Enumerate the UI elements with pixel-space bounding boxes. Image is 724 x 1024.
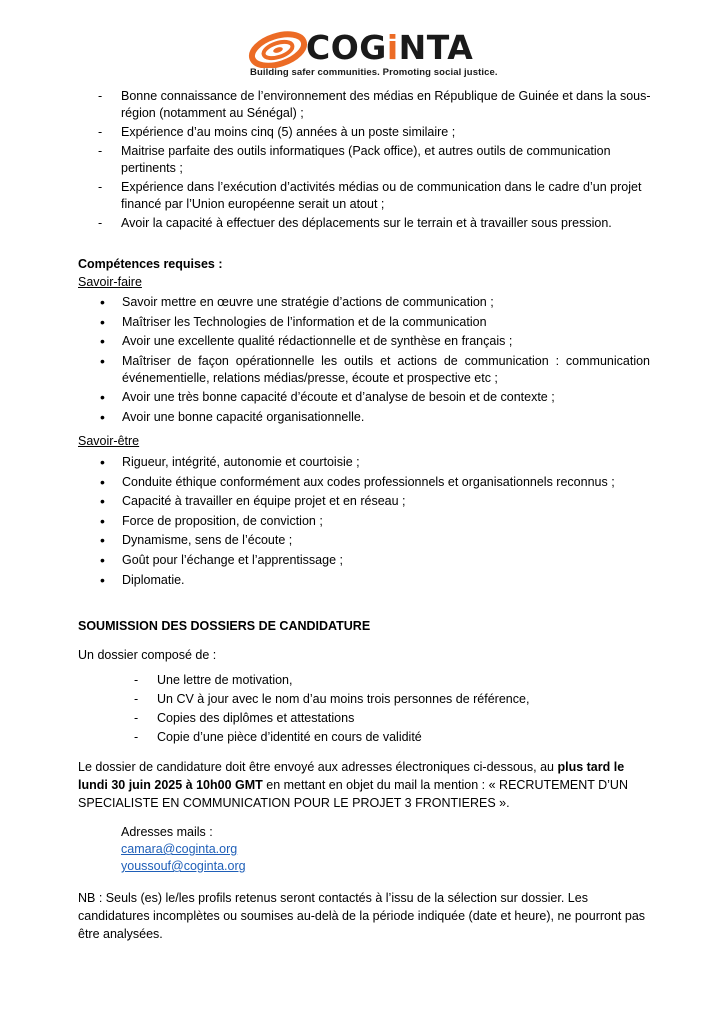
list-item: - Avoir la capacité à effectuer des déplacements sur le terrain et à travailler sous pression.: [98, 215, 658, 232]
list-item: • Dynamisme, sens de l’écoute ;: [100, 532, 650, 549]
list-item: - Expérience dans l’exécution d’activités médias ou de communication dans le cadre d’un projet financé par l’Union européenne serait un atout ;: [98, 179, 658, 213]
list-item: - Une lettre de motivation,: [134, 672, 654, 689]
emails-label: Adresses mails :: [121, 825, 213, 839]
deadline-date: plus tard le lundi 30 juin 2025 à 10h00 GMT: [78, 760, 625, 792]
list-item: • Force de proposition, de conviction ;: [100, 513, 650, 530]
list-item: - Copie d’une pièce d’identité en cours de validité: [134, 729, 654, 746]
list-item: • Avoir une bonne capacité organisationnelle.: [100, 409, 650, 426]
documents-list: [134, 672, 654, 748]
list-item: • Goût pour l’échange et l’apprentissage ;: [100, 552, 650, 569]
email-link-youssouf[interactable]: youssouf@coginta.org: [121, 859, 246, 873]
logo-tagline: Building safer communities. Promoting social justice.: [250, 67, 498, 78]
list-item: - Bonne connaissance de l’environnement des médias en République de Guinée et dans la sous-région (notamment au Sénégal) ;: [98, 88, 658, 122]
savoir-etre-list: [100, 454, 650, 591]
list-item: - Copies des diplômes et attestations: [134, 710, 654, 727]
list-item: • Conduite éthique conformément aux codes professionnels et organisationnels reconnus ;: [100, 474, 650, 491]
swirl-logo-icon: [248, 30, 312, 68]
logo-wordmark: COGiNTA: [306, 28, 474, 67]
deadline-paragraph: Le dossier de candidature doit être envoyé aux adresses électroniques ci-dessous, au plus tard le lundi 30 juin 2025 à 10h00 GMT en mettant en objet du mail la mention : « RECRUTEMENT D’UN SPECIALISTE EN COMMUNICATION POUR LE PROJET 3 FRONTIERES ».: [78, 760, 628, 810]
list-item: - Maitrise parfaite des outils informatiques (Pack office), et autres outils de communication pertinents ;: [98, 143, 658, 177]
submission-heading: SOUMISSION DES DOSSIERS DE CANDIDATURE: [78, 619, 371, 633]
note-paragraph: NB : Seuls (es) le/les profils retenus seront contactés à l’issu de la sélection sur dossier. Les candidatures incomplètes ou soumises au-delà de la période indiquée (date et heure), ne pourront pas être analysées.: [78, 891, 646, 941]
email-link-camara[interactable]: camara@coginta.org: [121, 842, 238, 856]
savoir-etre-heading: Savoir-être: [78, 434, 140, 448]
requirements-list: [98, 88, 658, 234]
list-item: • Diplomatie.: [100, 572, 650, 589]
competences-heading: Compétences requises :: [78, 257, 223, 271]
list-item: - Un CV à jour avec le nom d’au moins trois personnes de référence,: [134, 691, 654, 708]
list-item: • Avoir une excellente qualité rédactionnelle et de synthèse en français ;: [100, 333, 650, 350]
savoir-faire-heading: Savoir-faire: [78, 275, 142, 289]
list-item: - Expérience d’au moins cinq (5) années à un poste similaire ;: [98, 124, 658, 141]
submission-intro: Un dossier composé de :: [78, 648, 217, 662]
savoir-faire-list: [100, 294, 650, 429]
list-item: • Capacité à travailler en équipe projet et en réseau ;: [100, 493, 650, 510]
coginta-logo: [248, 28, 498, 80]
list-item: • Rigueur, intégrité, autonomie et courtoisie ;: [100, 454, 650, 471]
list-item: • Savoir mettre en œuvre une stratégie d’actions de communication ;: [100, 294, 650, 311]
list-item: • Avoir une très bonne capacité d’écoute et d’analyse de besoin et de contexte ;: [100, 389, 650, 406]
list-item: • Maîtriser de façon opérationnelle les outils et actions de communication : communication événementielle, relations médias/presse, écoute et prospective etc ;: [100, 353, 650, 387]
emails-block: [121, 824, 246, 875]
list-item: • Maîtriser les Technologies de l’information et de la communication: [100, 314, 650, 331]
